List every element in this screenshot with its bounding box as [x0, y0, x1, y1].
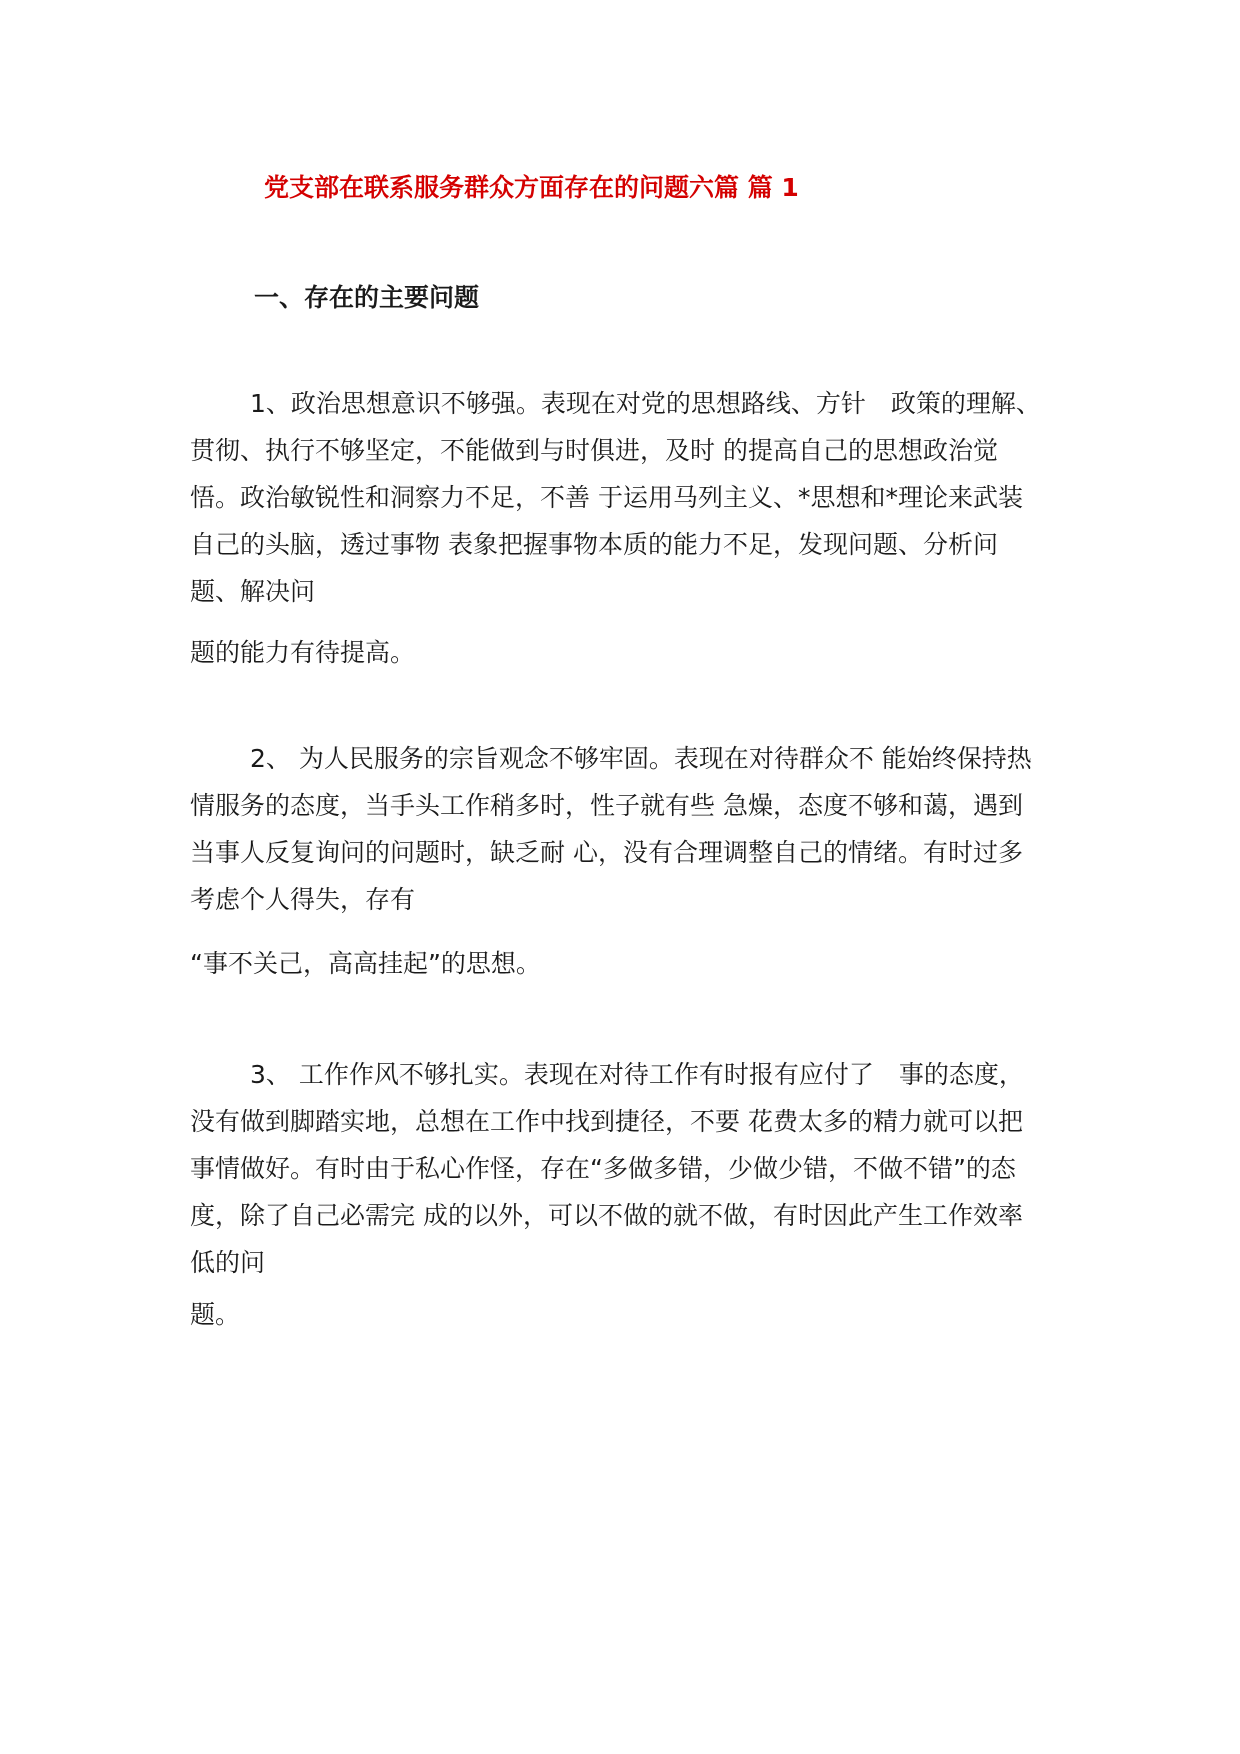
paragraph-line: 低的问	[190, 1248, 266, 1277]
paragraph-line: 悟。政治敏锐性和洞察力不足，不善 于运用马列主义、*思想和*理论来武装	[190, 483, 1023, 512]
paragraph-line: 自己的头脑，透过事物 表象把握事物本质的能力不足，发现问题、分析问	[190, 530, 998, 559]
paragraph-line: 情服务的态度，当手头工作稍多时，性子就有些 急燥，态度不够和蔼，遇到	[190, 791, 1023, 820]
paragraph-line: 题、解决问	[190, 577, 316, 606]
paragraph-line: 事情做好。有时由于私心作怪，存在“多做多错，少做少错，不做不错”的态	[190, 1154, 1016, 1183]
paragraph-line: 3、 工作作风不够扎实。表现在对待工作有时报有应付了 事的态度，	[250, 1060, 1024, 1089]
document-title: 党支部在联系服务群众方面存在的问题六篇 篇 1	[264, 173, 799, 202]
paragraph-line: 考虑个人得失，存有	[190, 885, 416, 914]
paragraph-line: 2、 为人民服务的宗旨观念不够牢固。表现在对待群众不 能始终保持热	[250, 744, 1032, 773]
paragraph-tail: 题的能力有待提高。	[190, 638, 416, 667]
paragraph-line: 度，除了自己必需完 成的以外，可以不做的就不做，有时因此产生工作效率	[190, 1201, 1023, 1230]
paragraph-3	[190, 1051, 1060, 1286]
paragraph-line: 贯彻、执行不够坚定，不能做到与时俱进，及时 的提高自己的思想政治觉	[190, 436, 998, 465]
paragraph-line: 当事人反复询问的问题时，缺乏耐 心，没有合理调整自己的情绪。有时过多	[190, 838, 1023, 867]
paragraph-tail: “事不关己，高高挂起”的思想。	[190, 949, 541, 978]
paragraph-line: 1、政治思想意识不够强。表现在对党的思想路线、方针 政策的理解、	[250, 389, 1041, 418]
paragraph-2	[190, 735, 1060, 923]
paragraph-tail: 题。	[190, 1300, 241, 1329]
paragraph-1	[190, 380, 1060, 615]
section-heading: 一、存在的主要问题	[254, 283, 480, 312]
paragraph-line: 没有做到脚踏实地，总想在工作中找到捷径，不要 花费太多的精力就可以把	[190, 1107, 1023, 1136]
